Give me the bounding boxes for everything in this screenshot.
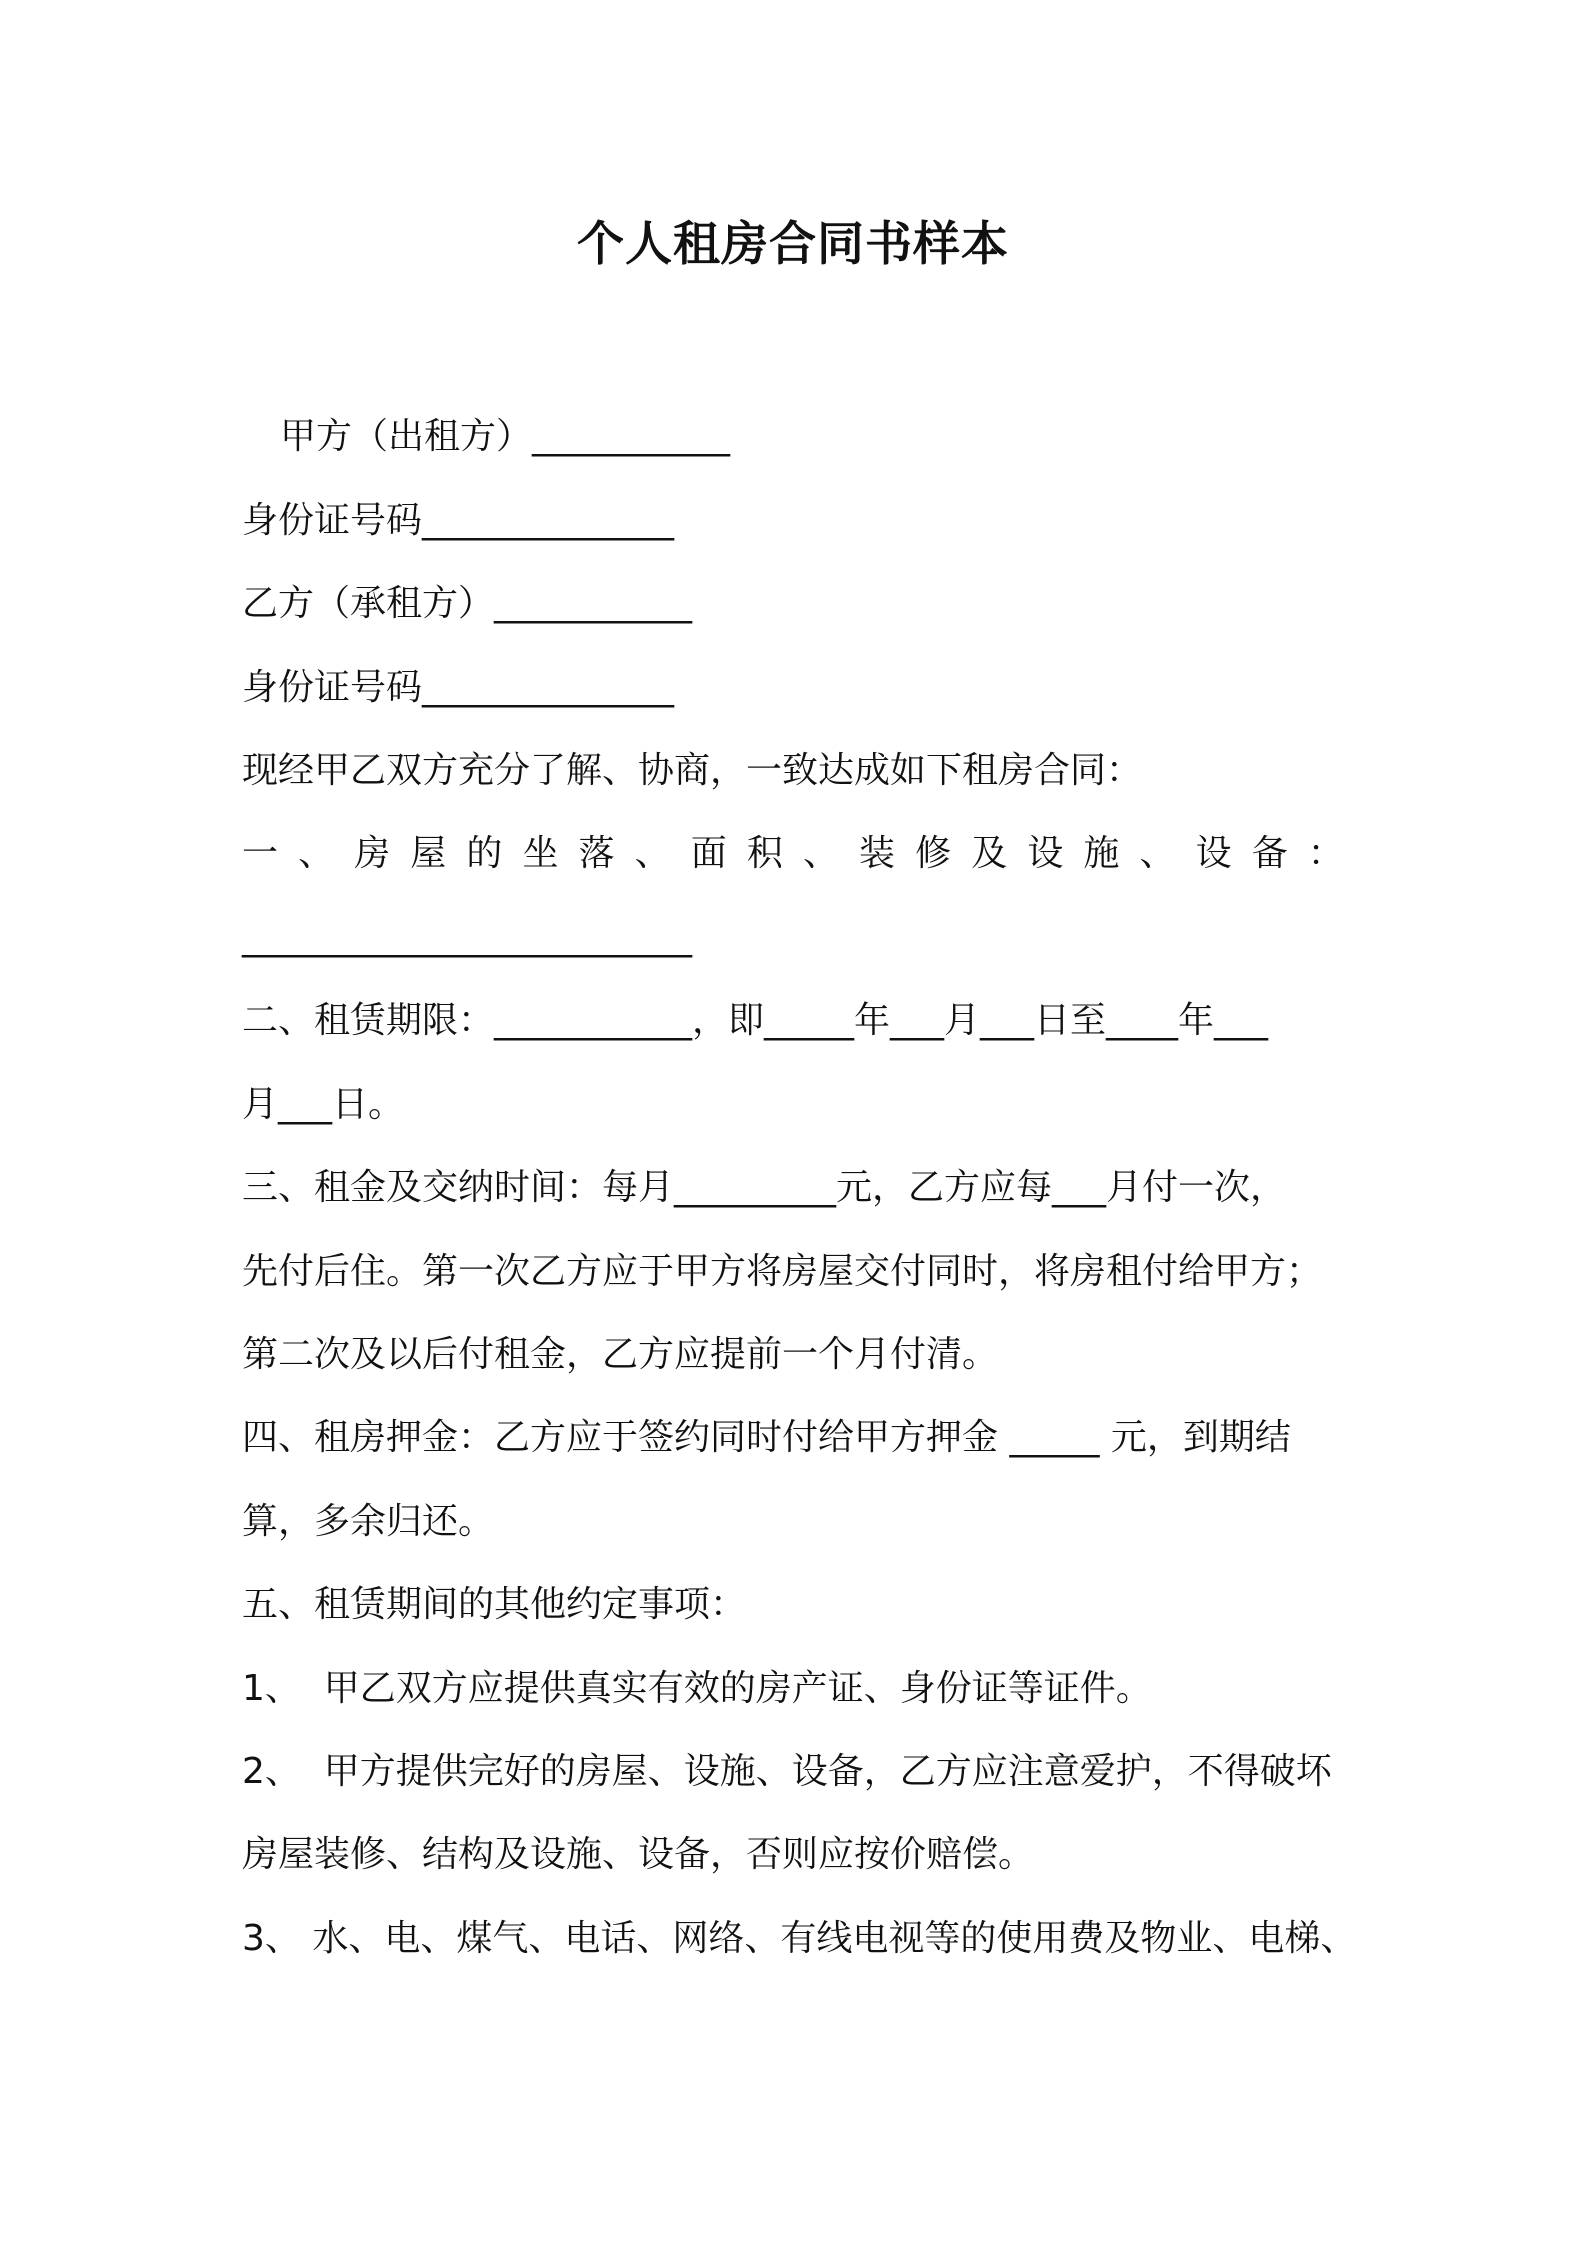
section-1-heading-char: 的 xyxy=(466,833,503,874)
section-1-heading-char: 及 xyxy=(971,833,1008,874)
section-1-heading-char: 屋 xyxy=(410,833,447,874)
section-4-line-1: 四、租房押金：乙方应于签约同时付给甲方押金 _____ 元，到期结 xyxy=(242,1417,1291,1458)
section-1-heading xyxy=(242,826,1344,882)
section-4-line-2: 算，多余归还。 xyxy=(242,1501,495,1542)
section-1-heading-char: 装 xyxy=(859,833,896,874)
section-1-heading-char: 、 xyxy=(1139,833,1176,874)
section-3-line-3: 第二次及以后付租金，乙方应提前一个月付清。 xyxy=(242,1334,999,1375)
section-1-heading-char: 备 xyxy=(1251,833,1288,874)
section-1-heading-char: 一 xyxy=(242,833,279,874)
clause-2-line-1: 2、 甲方提供完好的房屋、设施、设备，乙方应注意爱护，不得破坏 xyxy=(242,1751,1332,1792)
preamble-line: 现经甲乙双方充分了解、协商，一致达成如下租房合同： xyxy=(242,750,1143,791)
section-1-heading-char: 设 xyxy=(1195,833,1232,874)
section-2-line-2: 月___日。 xyxy=(242,1084,405,1125)
section-1-heading-char: 、 xyxy=(802,833,839,874)
section-1-heading-char: 落 xyxy=(578,833,615,874)
clause-1-line: 1、 甲乙双方应提供真实有效的房产证、身份证等证件。 xyxy=(242,1668,1152,1709)
section-1-blank: _________________________ xyxy=(242,917,692,958)
section-1-heading-char: 坐 xyxy=(522,833,559,874)
section-2-line-1: 二、租赁期限：___________，即_____年___月___日至____年___ xyxy=(242,1000,1269,1041)
clause-3-line-1: 3、 水、电、煤气、电话、网络、有线电视等的使用费及物业、电梯、 xyxy=(242,1918,1357,1959)
tenant-id-line: 身份证号码______________ xyxy=(242,667,675,708)
clause-2-line-2: 房屋装修、结构及设施、设备，否则应按价赔偿。 xyxy=(242,1834,1035,1875)
landlord-id-line: 身份证号码______________ xyxy=(242,500,675,541)
section-1-heading-char: 、 xyxy=(298,833,335,874)
section-1-heading-char: 修 xyxy=(915,833,952,874)
section-3-line-1: 三、租金及交纳时间：每月_________元，乙方应每___月付一次， xyxy=(242,1167,1287,1208)
section-3-line-2: 先付后住。第一次乙方应于甲方将房屋交付同时，将房租付给甲方； xyxy=(242,1251,1323,1292)
section-5-heading: 五、租赁期间的其他约定事项： xyxy=(242,1584,747,1625)
section-1-heading-char: 施 xyxy=(1083,833,1120,874)
section-1-heading-char: 、 xyxy=(634,833,671,874)
section-1-heading-char: 积 xyxy=(746,833,783,874)
section-1-heading-char: ： xyxy=(1307,833,1344,874)
landlord-line: 甲方（出租方）___________ xyxy=(280,416,731,457)
document-title: 个人租房合同书样本 xyxy=(577,217,1009,272)
section-1-heading-char: 设 xyxy=(1027,833,1064,874)
section-1-heading-char: 房 xyxy=(354,833,391,874)
section-1-heading-char: 面 xyxy=(690,833,727,874)
tenant-line: 乙方（承租方）___________ xyxy=(242,583,693,624)
